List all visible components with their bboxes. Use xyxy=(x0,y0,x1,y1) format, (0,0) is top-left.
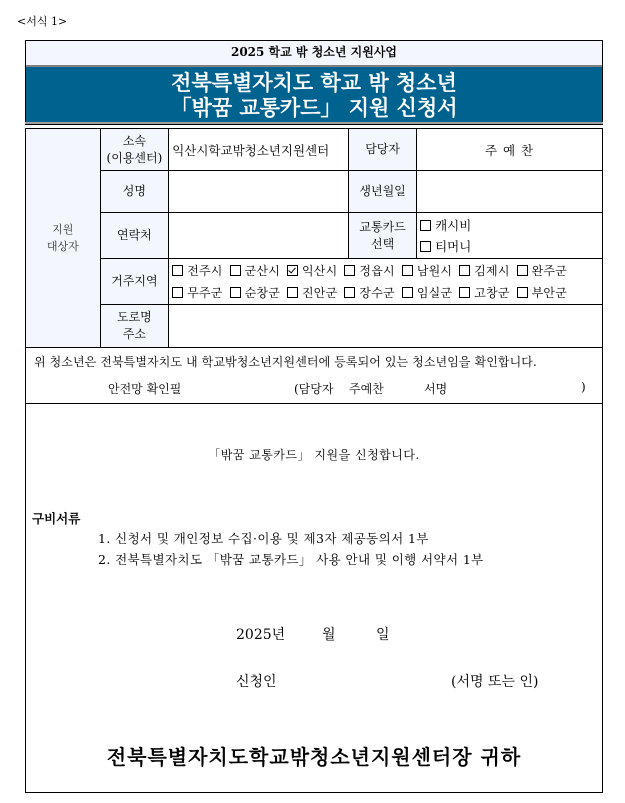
confirmation-statement: 위 청소년은 전북특별자치도 내 학교밖청소년지원센터에 등록되어 있는 청소년임을 확인합니다. xyxy=(34,355,537,369)
affiliation-field[interactable]: 익산시학교밖청소년지원센터 xyxy=(169,129,349,171)
region-namwon[interactable] xyxy=(402,264,452,278)
sign-or-seal[interactable]: (서명 또는 인) xyxy=(451,674,539,690)
required-docs-title: 구비서류 xyxy=(32,511,81,526)
manager-field[interactable]: 주 예 찬 xyxy=(417,129,603,171)
region-jeongeup[interactable] xyxy=(344,264,394,278)
region-sunchang[interactable] xyxy=(230,286,280,300)
region-label-text: 정읍시 xyxy=(359,263,395,278)
checkbox-icon[interactable] xyxy=(459,287,470,298)
card-option-label: 캐시비 xyxy=(435,217,472,233)
sign-label[interactable]: 서명 xyxy=(424,382,448,396)
region-label-text: 익산시 xyxy=(302,263,338,278)
region-jeonju[interactable] xyxy=(172,264,222,278)
manager-open-label: (담당자 xyxy=(294,382,334,396)
form-header xyxy=(25,40,603,125)
required-doc-item: 1. 신청서 및 개인정보 수집·이용 및 제3자 제공동의서 1부 xyxy=(98,531,429,546)
applicant-table xyxy=(25,128,603,348)
region-label-text: 무주군 xyxy=(187,285,223,300)
checkbox-icon[interactable] xyxy=(517,265,528,276)
region-imsil[interactable] xyxy=(402,286,452,300)
region-row-2 xyxy=(172,282,599,304)
region-muju[interactable] xyxy=(172,286,222,300)
program-subtitle: 2025 학교 밖 청소년 지원사업 xyxy=(26,41,602,67)
checkbox-icon[interactable] xyxy=(517,287,528,298)
region-label-text: 완주군 xyxy=(531,263,568,278)
name-label: 성명 xyxy=(100,171,169,213)
affiliation-label xyxy=(100,129,169,171)
checkbox-icon[interactable] xyxy=(402,265,413,276)
support-target-label-line1: 지원 xyxy=(52,223,74,236)
region-jinan[interactable] xyxy=(287,286,337,300)
contact-field[interactable] xyxy=(169,213,349,259)
region-buan[interactable] xyxy=(517,286,567,300)
card-select-label xyxy=(349,213,417,259)
card-select-label-line2: 선택 xyxy=(370,236,395,251)
applicant-label: 신청인 xyxy=(236,674,277,690)
checkbox-icon[interactable] xyxy=(344,265,355,276)
header-divider xyxy=(25,122,603,124)
date-year[interactable]: 2025년 xyxy=(236,627,286,643)
close-paren: ) xyxy=(581,380,586,394)
checkbox-checked-icon[interactable] xyxy=(287,265,298,276)
card-options xyxy=(417,213,603,259)
region-label-text: 전주시 xyxy=(187,263,223,278)
region-label-text: 임실군 xyxy=(416,285,453,300)
contact-label: 연락처 xyxy=(100,213,169,259)
address-label xyxy=(100,305,169,348)
address-field[interactable] xyxy=(169,305,603,348)
region-gunsan[interactable] xyxy=(230,264,280,278)
affiliation-label-line1: 소속 xyxy=(122,133,146,148)
checkbox-icon[interactable] xyxy=(420,241,431,252)
region-gochang[interactable] xyxy=(459,286,509,300)
date-day[interactable]: 일 xyxy=(376,627,390,643)
required-doc-item: 2. 전북특별자치도 「밖꿈 교통카드」 사용 안내 및 이행 서약서 1부 xyxy=(98,552,484,567)
checkbox-icon[interactable] xyxy=(172,287,183,298)
checkbox-icon[interactable] xyxy=(459,265,470,276)
address-label-line2: 주소 xyxy=(122,327,146,341)
manager-name: 주예찬 xyxy=(349,382,384,396)
region-jangsu[interactable] xyxy=(344,286,394,300)
region-wanju[interactable] xyxy=(517,264,567,278)
form-number-label: <서식 1> xyxy=(17,15,68,28)
region-label-text: 진안군 xyxy=(302,285,338,300)
checkbox-icon[interactable] xyxy=(287,287,298,298)
form-title xyxy=(26,67,602,124)
region-label-text: 순창군 xyxy=(244,285,280,300)
checkbox-icon[interactable] xyxy=(230,287,241,298)
region-row-1 xyxy=(172,260,599,282)
card-option-cashbee[interactable] xyxy=(420,215,599,236)
checkbox-icon[interactable] xyxy=(420,220,431,231)
name-field[interactable] xyxy=(169,171,349,213)
region-iksan[interactable] xyxy=(287,264,337,278)
card-option-label: 티머니 xyxy=(435,238,472,254)
support-target-label-line2: 대상자 xyxy=(46,240,79,253)
application-body xyxy=(25,404,603,793)
safety-net-confirmed: 안전망 확인필 xyxy=(108,382,182,396)
date-month[interactable]: 월 xyxy=(322,627,336,643)
apply-statement: 「밖꿈 교통카드」 지원을 신청합니다. xyxy=(208,448,420,462)
checkbox-icon[interactable] xyxy=(402,287,413,298)
region-label-text: 군산시 xyxy=(244,263,280,278)
card-option-tmoney[interactable] xyxy=(420,236,599,257)
checkbox-icon[interactable] xyxy=(344,287,355,298)
region-label: 거주지역 xyxy=(100,259,169,305)
form-title-line1: 전북특별자치도 학교 밖 청소년 xyxy=(171,71,457,95)
region-label-text: 김제시 xyxy=(474,263,510,278)
affiliation-label-line2: (이용센터) xyxy=(106,150,163,165)
birthdate-field[interactable] xyxy=(417,171,603,213)
card-select-label-line1: 교통카드 xyxy=(359,219,406,234)
confirmation-section xyxy=(25,347,603,404)
addressee: 전북특별자치도학교밖청소년지원센터장 귀하 xyxy=(106,745,522,769)
manager-label: 담당자 xyxy=(349,129,417,171)
checkbox-icon[interactable] xyxy=(230,265,241,276)
address-label-line1: 도로명 xyxy=(116,310,152,324)
region-label-text: 부안군 xyxy=(531,285,568,300)
birthdate-label: 생년월일 xyxy=(349,171,417,213)
region-label-text: 남원시 xyxy=(416,263,453,278)
region-options xyxy=(169,259,603,305)
checkbox-icon[interactable] xyxy=(172,265,183,276)
region-label-text: 장수군 xyxy=(359,285,395,300)
region-gimje[interactable] xyxy=(459,264,509,278)
support-target-label xyxy=(26,129,101,348)
region-label-text: 고창군 xyxy=(474,285,510,300)
form-title-line2: 「밖꿈 교통카드」 지원 신청서 xyxy=(170,96,458,120)
